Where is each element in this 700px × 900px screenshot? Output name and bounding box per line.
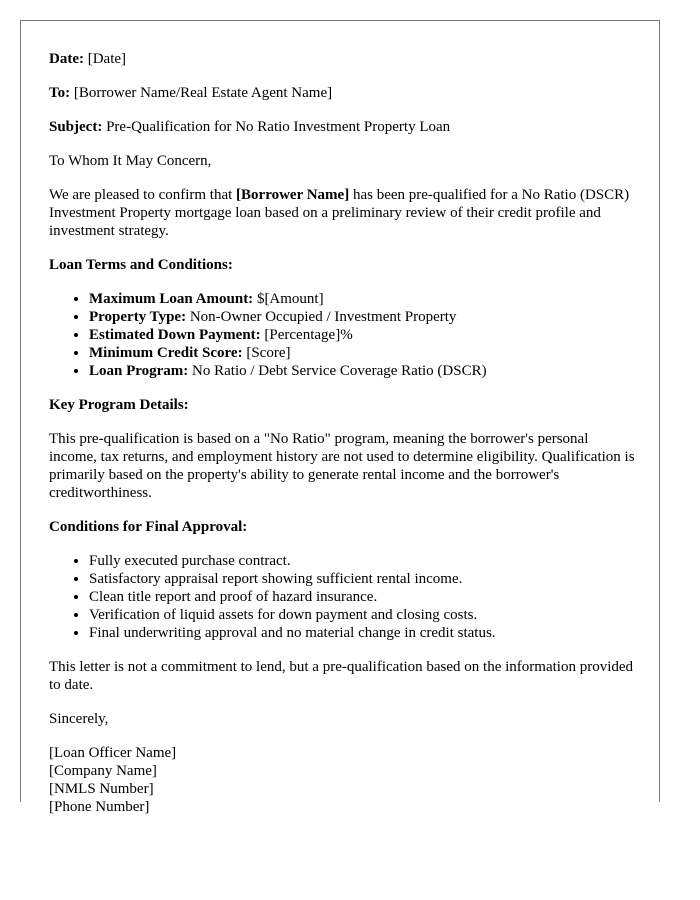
loan-term-value: Non-Owner Occupied / Investment Property [186,309,457,325]
loan-term-label: Estimated Down Payment: [89,327,261,343]
date-value: [Date] [87,51,127,67]
loan-term-value: [Percentage]% [260,327,353,343]
intro-text-after: has been pre-qualified for a No Ratio (DSCR) Investment Property mortgage loan based on a preliminary review of their credit profile and investment strategy. [49,187,630,239]
condition-item: • Clean title report and proof of hazard insurance. [89,588,639,606]
condition-item: • Satisfactory appraisal report showing sufficient rental income. [89,570,639,588]
conditions-list [49,552,639,642]
condition-item: • Verification of liquid assets for down payment and closing costs. [89,606,639,624]
intro-borrower-name: [Borrower Name] [236,187,350,203]
key-details-paragraph: This pre-qualification is based on a "No Ratio" program, meaning the borrower's personal income, tax returns, and employment history are not used to determine eligibility. Qualification is primarily based on the property's ability to generate rental income and the borrower's creditworthiness. [49,431,635,501]
condition-item: • Fully executed purchase contract. [89,552,639,570]
to-value: [Borrower Name/Real Estate Agent Name] [73,85,333,101]
loan-term-value: No Ratio / Debt Service Coverage Ratio (DSCR) [188,363,487,379]
to-line [49,84,639,102]
letter-content [49,50,639,816]
loan-term-label: Property Type: [89,309,187,325]
signature-loan-officer: [Loan Officer Name] [49,745,177,761]
loan-term-label: Loan Program: [89,363,189,379]
signature-company: [Company Name] [49,763,157,779]
subject-label: Subject: [49,119,103,135]
subject-value: Pre-Qualification for No Ratio Investment Property Loan [106,119,451,135]
loan-term-item [89,290,639,308]
date-label: Date: [49,51,84,67]
loan-term-item [89,326,639,344]
loan-term-label: Minimum Credit Score: [89,345,243,361]
loan-term-value: $[Amount] [253,291,324,307]
signature-phone: [Phone Number] [49,799,150,815]
condition-item: • Final underwriting approval and no material change in credit status. [89,624,639,642]
closing: Sincerely, [49,711,109,727]
subject-line [49,118,639,136]
greeting: To Whom It May Concern, [49,153,212,169]
loan-term-value: [Score] [242,345,291,361]
intro-paragraph [49,186,639,240]
loan-term-item [89,344,639,362]
to-label: To: [49,85,71,101]
key-details-heading: Key Program Details: [49,397,189,413]
loan-term-item [89,308,639,326]
disclaimer-paragraph: This letter is not a commitment to lend, but a pre-qualification based on the information provided to date. [49,659,634,693]
intro-text-before: We are pleased to confirm that [49,187,237,203]
loan-term-label: Maximum Loan Amount: [89,291,254,307]
loan-terms-list [49,290,639,380]
signature-nmls: [NMLS Number] [49,781,154,797]
loan-term-item [89,362,639,380]
conditions-heading: Conditions for Final Approval: [49,519,248,535]
signature-block [49,744,639,816]
loan-terms-heading: Loan Terms and Conditions: [49,257,233,273]
date-line [49,50,639,68]
letter-page [20,20,660,815]
